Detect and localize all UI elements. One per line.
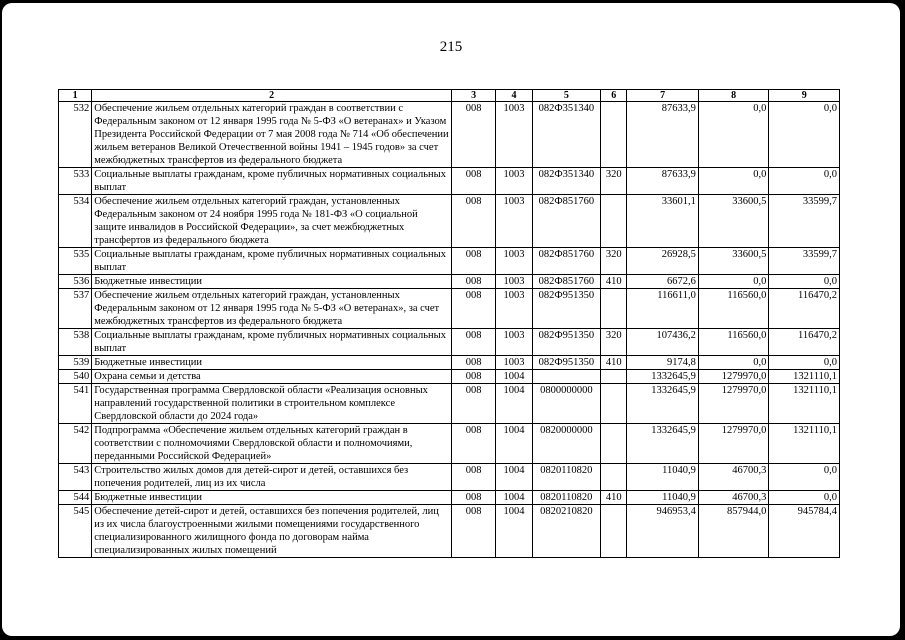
amount-col-7: 87633,9 (627, 102, 699, 168)
target-article-code: 082Ф351340 (532, 102, 601, 168)
ministry-code: 008 (452, 464, 496, 491)
section-code: 1004 (496, 491, 532, 505)
row-description: Охрана семьи и детства (92, 370, 452, 384)
amount-col-7: 87633,9 (627, 168, 699, 195)
section-code: 1004 (496, 464, 532, 491)
amount-col-8: 33600,5 (698, 248, 769, 275)
table-body (59, 102, 840, 558)
expense-type-code (601, 505, 627, 558)
target-article-code: 082Ф351340 (532, 168, 601, 195)
ministry-code: 008 (452, 275, 496, 289)
table-row (59, 370, 840, 384)
ministry-code: 008 (452, 370, 496, 384)
target-article-code: 0820000000 (532, 424, 601, 464)
table-row (59, 505, 840, 558)
column-header: 8 (698, 90, 769, 102)
row-number: 539 (59, 356, 92, 370)
column-header: 1 (59, 90, 92, 102)
section-code: 1004 (496, 384, 532, 424)
amount-col-8: 0,0 (698, 168, 769, 195)
section-code: 1003 (496, 168, 532, 195)
expense-type-code: 410 (601, 275, 627, 289)
budget-table (58, 89, 840, 558)
amount-col-9: 0,0 (769, 464, 840, 491)
amount-col-8: 1279970,0 (698, 424, 769, 464)
amount-col-7: 9174,8 (627, 356, 699, 370)
ministry-code: 008 (452, 289, 496, 329)
section-code: 1003 (496, 275, 532, 289)
expense-type-code (601, 464, 627, 491)
amount-col-9: 1321110,1 (769, 384, 840, 424)
amount-col-9: 1321110,1 (769, 370, 840, 384)
table-row (59, 248, 840, 275)
document-page (2, 3, 900, 636)
target-article-code: 082Ф851760 (532, 275, 601, 289)
target-article-code: 082Ф851760 (532, 195, 601, 248)
row-description: Бюджетные инвестиции (92, 356, 452, 370)
table-row (59, 491, 840, 505)
row-description: Обеспечение детей-сирот и детей, оставшихся без попечения родителей, лиц из их числа благоустроенными жилыми помещениями государственного специализированного жилищного фонда по договорам найма специализированных жилых помещений (92, 505, 452, 558)
section-code: 1003 (496, 289, 532, 329)
ministry-code: 008 (452, 491, 496, 505)
amount-col-9: 0,0 (769, 491, 840, 505)
amount-col-7: 33601,1 (627, 195, 699, 248)
ministry-code: 008 (452, 384, 496, 424)
target-article-code: 082Ф851760 (532, 248, 601, 275)
column-header: 2 (92, 90, 452, 102)
table-row (59, 384, 840, 424)
table-row (59, 275, 840, 289)
row-number: 545 (59, 505, 92, 558)
table-row (59, 464, 840, 491)
amount-col-8: 116560,0 (698, 289, 769, 329)
target-article-code: 0820110820 (532, 491, 601, 505)
expense-type-code (601, 370, 627, 384)
row-number: 538 (59, 329, 92, 356)
ministry-code: 008 (452, 505, 496, 558)
amount-col-7: 26928,5 (627, 248, 699, 275)
expense-type-code: 410 (601, 491, 627, 505)
row-description: Обеспечение жильем отдельных категорий граждан в соответствии с Федеральным законом от 12 января 1995 года № 5-ФЗ «О ветеранах» и Указом Президента Российской Федерации от 7 мая 2008 года № 714 «Об обеспечении жильем ветеранов Великой Отечественной войны 1941 – 1945 годов» за счет межбюджетных трансфертов из федерального бюджета (92, 102, 452, 168)
section-code: 1003 (496, 356, 532, 370)
ministry-code: 008 (452, 424, 496, 464)
amount-col-8: 1279970,0 (698, 384, 769, 424)
column-header: 4 (496, 90, 532, 102)
row-number: 544 (59, 491, 92, 505)
amount-col-9: 0,0 (769, 275, 840, 289)
row-description: Социальные выплаты гражданам, кроме публичных нормативных социальных выплат (92, 168, 452, 195)
column-header: 9 (769, 90, 840, 102)
target-article-code: 082Ф951350 (532, 356, 601, 370)
section-code: 1003 (496, 248, 532, 275)
expense-type-code: 320 (601, 248, 627, 275)
amount-col-8: 0,0 (698, 356, 769, 370)
section-code: 1004 (496, 370, 532, 384)
ministry-code: 008 (452, 168, 496, 195)
amount-col-7: 1332645,9 (627, 424, 699, 464)
row-number: 542 (59, 424, 92, 464)
amount-col-9: 945784,4 (769, 505, 840, 558)
amount-col-9: 116470,2 (769, 329, 840, 356)
row-description: Строительство жилых домов для детей-сирот и детей, оставшихся без попечения родителей, лиц из их числа (92, 464, 452, 491)
row-number: 541 (59, 384, 92, 424)
amount-col-9: 0,0 (769, 102, 840, 168)
amount-col-7: 1332645,9 (627, 384, 699, 424)
section-code: 1004 (496, 424, 532, 464)
expense-type-code (601, 384, 627, 424)
amount-col-7: 1332645,9 (627, 370, 699, 384)
table-row (59, 102, 840, 168)
table-row (59, 289, 840, 329)
target-article-code: 0800000000 (532, 384, 601, 424)
expense-type-code (601, 195, 627, 248)
amount-col-7: 116611,0 (627, 289, 699, 329)
row-number: 535 (59, 248, 92, 275)
amount-col-8: 857944,0 (698, 505, 769, 558)
expense-type-code (601, 424, 627, 464)
section-code: 1003 (496, 329, 532, 356)
expense-type-code: 320 (601, 168, 627, 195)
target-article-code: 0820210820 (532, 505, 601, 558)
column-header: 7 (627, 90, 699, 102)
target-article-code: 0820110820 (532, 464, 601, 491)
ministry-code: 008 (452, 102, 496, 168)
amount-col-7: 107436,2 (627, 329, 699, 356)
row-description: Обеспечение жильем отдельных категорий граждан, установленных Федеральным законом от 24 ноября 1995 года № 181-ФЗ «О социальной защите инвалидов в Российской Федерации», за счет межбюджетных трансфертов из федерального бюджета (92, 195, 452, 248)
amount-col-7: 11040,9 (627, 464, 699, 491)
table-row (59, 356, 840, 370)
ministry-code: 008 (452, 356, 496, 370)
table-row (59, 168, 840, 195)
row-number: 534 (59, 195, 92, 248)
expense-type-code: 320 (601, 329, 627, 356)
expense-type-code (601, 102, 627, 168)
target-article-code: 082Ф951350 (532, 329, 601, 356)
row-description: Обеспечение жильем отдельных категорий граждан, установленных Федеральным законом от 12 января 1995 года № 5-ФЗ «О ветеранах», за счет межбюджетных трансфертов из федерального бюджета (92, 289, 452, 329)
row-description: Социальные выплаты гражданам, кроме публичных нормативных социальных выплат (92, 248, 452, 275)
amount-col-9: 0,0 (769, 356, 840, 370)
amount-col-9: 116470,2 (769, 289, 840, 329)
section-code: 1003 (496, 102, 532, 168)
amount-col-8: 0,0 (698, 102, 769, 168)
amount-col-8: 33600,5 (698, 195, 769, 248)
column-header: 6 (601, 90, 627, 102)
amount-col-9: 33599,7 (769, 195, 840, 248)
table-row (59, 329, 840, 356)
amount-col-8: 0,0 (698, 275, 769, 289)
row-number: 537 (59, 289, 92, 329)
row-number: 540 (59, 370, 92, 384)
amount-col-7: 6672,6 (627, 275, 699, 289)
column-header: 5 (532, 90, 601, 102)
row-description: Подпрограмма «Обеспечение жильем отдельных категорий граждан в соответствии с полномочиями Свердловской области и полномочиями, переданными Российской Федерацией» (92, 424, 452, 464)
row-description: Бюджетные инвестиции (92, 275, 452, 289)
row-description: Бюджетные инвестиции (92, 491, 452, 505)
table-row (59, 195, 840, 248)
amount-col-8: 116560,0 (698, 329, 769, 356)
expense-type-code (601, 289, 627, 329)
column-header: 3 (452, 90, 496, 102)
target-article-code: 082Ф951350 (532, 289, 601, 329)
amount-col-8: 46700,3 (698, 491, 769, 505)
ministry-code: 008 (452, 329, 496, 356)
row-number: 536 (59, 275, 92, 289)
table-row (59, 424, 840, 464)
expense-type-code: 410 (601, 356, 627, 370)
amount-col-7: 11040,9 (627, 491, 699, 505)
amount-col-9: 1321110,1 (769, 424, 840, 464)
row-number: 533 (59, 168, 92, 195)
row-description: Государственная программа Свердловской области «Реализация основных направлений государственной политики в строительном комплексе Свердловской области до 2024 года» (92, 384, 452, 424)
row-description: Социальные выплаты гражданам, кроме публичных нормативных социальных выплат (92, 329, 452, 356)
ministry-code: 008 (452, 195, 496, 248)
ministry-code: 008 (452, 248, 496, 275)
row-number: 532 (59, 102, 92, 168)
amount-col-7: 946953,4 (627, 505, 699, 558)
page-number: 215 (439, 39, 463, 55)
section-code: 1004 (496, 505, 532, 558)
amount-col-8: 46700,3 (698, 464, 769, 491)
target-article-code (532, 370, 601, 384)
amount-col-8: 1279970,0 (698, 370, 769, 384)
amount-col-9: 33599,7 (769, 248, 840, 275)
table-header-row (59, 90, 840, 102)
row-number: 543 (59, 464, 92, 491)
section-code: 1003 (496, 195, 532, 248)
amount-col-9: 0,0 (769, 168, 840, 195)
